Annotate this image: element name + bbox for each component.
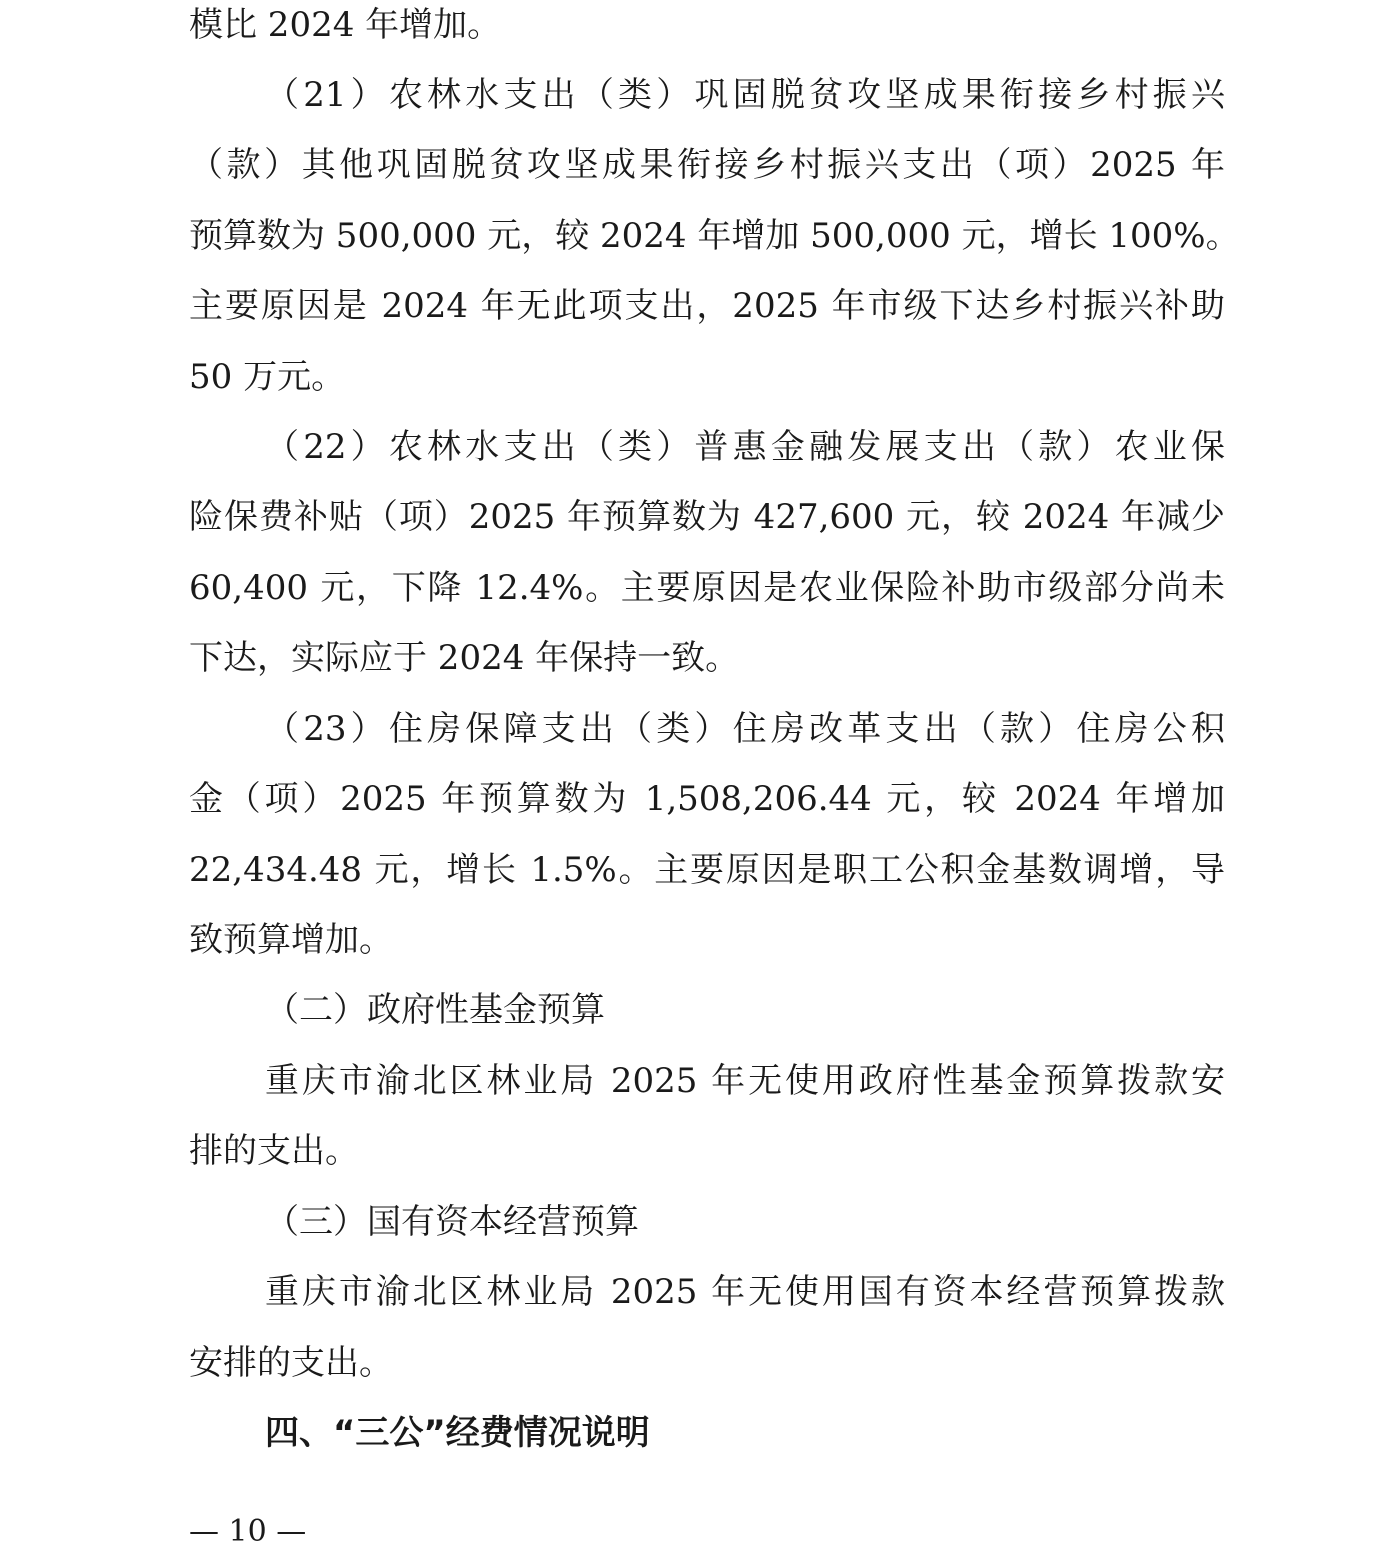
paragraph-line: 22,434.48 元，增长 1.5%。主要原因是职工公积金基数调增，导 [189, 850, 1225, 890]
paragraph-line: （23）住房保障支出（类）住房改革支出（款）住房公积 [265, 709, 1225, 749]
paragraph-line: （款）其他巩固脱贫攻坚成果衔接乡村振兴支出（项）2025 年 [189, 145, 1225, 185]
paragraph-line: 模比 2024 年增加。 [189, 5, 502, 45]
paragraph-line: （22）农林水支出（类）普惠金融发展支出（款）农业保 [265, 427, 1225, 467]
paragraph-line: （21）农林水支出（类）巩固脱贫攻坚成果衔接乡村振兴 [265, 75, 1225, 115]
paragraph-line: 致预算增加。 [189, 920, 393, 960]
section-heading: （三）国有资本经营预算 [265, 1202, 639, 1242]
section-heading: （二）政府性基金预算 [265, 990, 605, 1030]
paragraph-line: 排的支出。 [189, 1131, 359, 1171]
paragraph-line: 下达，实际应于 2024 年保持一致。 [189, 638, 740, 678]
paragraph-line: 60,400 元，下降 12.4%。主要原因是农业保险补助市级部分尚未 [189, 568, 1225, 608]
paragraph-line: 50 万元。 [189, 357, 346, 397]
paragraph-line: 主要原因是 2024 年无此项支出，2025 年市级下达乡村振兴补助 [189, 286, 1225, 326]
page-number: — 10 — [189, 1514, 307, 1549]
chapter-heading: 四、“三公”经费情况说明 [265, 1413, 650, 1453]
paragraph-line: 安排的支出。 [189, 1343, 393, 1383]
paragraph-line: 重庆市渝北区林业局 2025 年无使用政府性基金预算拨款安 [265, 1061, 1225, 1101]
paragraph-line: 金（项）2025 年预算数为 1,508,206.44 元，较 2024 年增加 [189, 779, 1225, 819]
paragraph-line: 重庆市渝北区林业局 2025 年无使用国有资本经营预算拨款 [265, 1272, 1225, 1312]
paragraph-line: 预算数为 500,000 元，较 2024 年增加 500,000 元，增长 100%。 [189, 216, 1240, 256]
paragraph-line: 险保费补贴（项）2025 年预算数为 427,600 元，较 2024 年减少 [189, 497, 1225, 537]
